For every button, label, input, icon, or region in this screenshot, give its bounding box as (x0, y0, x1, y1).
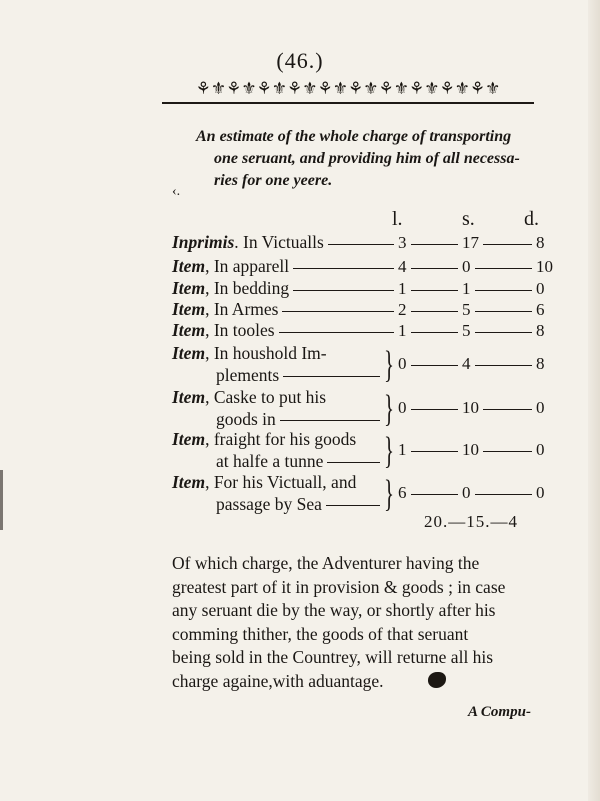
dash-leader (411, 451, 459, 452)
commentary-paragraph (172, 552, 552, 693)
title-line-3: ries for one yeere. (214, 172, 333, 189)
amount-pence: 8 (536, 321, 545, 340)
dash-leader (475, 494, 533, 495)
row-label-sep: . (234, 232, 239, 252)
row-label-continuation: at halfe a tunne (216, 451, 324, 471)
total-sum: 20.—15.—4 (424, 512, 518, 531)
column-header-shillings: s. (462, 208, 475, 230)
dash-leader (483, 244, 532, 245)
dash-leader (411, 268, 459, 269)
paragraph-line: charge againe,with aduantage. (172, 670, 384, 691)
dash-leader (279, 332, 394, 333)
amount-shillings: 0 (462, 257, 471, 276)
row-label-sep: , (205, 320, 210, 340)
row-label-text: In Victualls (238, 232, 324, 252)
paragraph-line: being sold in the Countrey, will returne all his (172, 647, 494, 667)
paragraph-line: greatest part of it in provision & goods ; in case (172, 576, 506, 597)
stray-mark: ‹. (172, 184, 181, 199)
row-label-prefix: Item (172, 472, 206, 492)
row-label-text: For his Victuall, and (209, 472, 357, 492)
row-label-sep: , (205, 278, 210, 298)
estimate-row (172, 429, 356, 450)
dash-leader (283, 376, 380, 377)
page-number: (46.) (276, 48, 324, 73)
row-label-sep: , (205, 472, 210, 492)
dash-leader (475, 332, 533, 333)
row-label-sep: , (205, 429, 210, 449)
dash-leader (411, 290, 459, 291)
amount-shillings: 4 (462, 354, 471, 373)
amount-pounds: 0 (398, 398, 407, 417)
amount-shillings: 0 (462, 483, 471, 502)
dash-leader (475, 365, 533, 366)
amount-shillings: 10 (462, 398, 479, 417)
amount-pounds: 1 (398, 440, 407, 459)
row-label-prefix: Item (172, 256, 206, 276)
row-label-prefix: Item (172, 343, 206, 363)
brace-symbol: } (384, 430, 395, 472)
amount-pence: 0 (536, 398, 545, 417)
brace-symbol: } (384, 388, 395, 430)
amount-pounds: 1 (398, 279, 407, 298)
dash-leader (411, 311, 459, 312)
amount-pence: 0 (536, 440, 545, 459)
estimate-title (196, 126, 556, 192)
estimate-row (172, 387, 326, 408)
title-line-2: one seruant, and providing him of all necessa- (214, 150, 520, 167)
row-label-prefix: Item (172, 429, 206, 449)
estimate-row (172, 278, 289, 299)
row-label-text: fraight for his goods (209, 429, 357, 449)
dash-leader (475, 290, 533, 291)
row-label-text: Caske to put his (209, 387, 327, 407)
row-label-prefix: Item (172, 387, 206, 407)
estimate-row (172, 472, 356, 493)
estimate-row (172, 256, 289, 277)
amount-pence: 8 (536, 233, 545, 252)
brace-symbol: } (384, 473, 395, 515)
paragraph-line: Of which charge, the Adventurer having the (172, 553, 480, 573)
amount-pounds: 4 (398, 257, 407, 276)
dash-leader (411, 244, 459, 245)
ornament-band: ⚘⚜⚘⚜⚘⚜⚘⚜⚘⚜⚘⚜⚘⚜⚘⚜⚘⚜⚘⚜ (195, 79, 501, 98)
row-label-continuation: plements (216, 365, 280, 385)
amount-pounds: 3 (398, 233, 407, 252)
dash-leader (280, 420, 380, 421)
paragraph-line: comming thither, the goods of that seruant (172, 623, 469, 644)
row-label-sep: , (205, 387, 210, 407)
page-edge-shadow (588, 0, 600, 801)
dash-leader (293, 290, 394, 291)
catchword: A Compu- (468, 704, 531, 720)
estimate-row (172, 320, 275, 341)
row-label-continuation: passage by Sea (216, 494, 322, 514)
amount-shillings: 5 (462, 321, 471, 340)
dash-leader (483, 409, 532, 410)
row-label-sep: , (205, 256, 210, 276)
estimate-row (172, 343, 327, 364)
amount-pounds: 0 (398, 354, 407, 373)
dash-leader (475, 311, 533, 312)
row-label-text: In apparell (209, 256, 290, 276)
row-label-sep: , (205, 343, 210, 363)
amount-pence: 8 (536, 354, 545, 373)
estimate-row (172, 232, 324, 253)
dash-leader (411, 332, 459, 333)
amount-shillings: 17 (462, 233, 479, 252)
row-label-text: In Armes (209, 299, 279, 319)
estimate-row (172, 299, 278, 320)
row-label-sep: , (205, 299, 210, 319)
dash-leader (411, 409, 459, 410)
row-label-continuation: goods in (216, 409, 276, 429)
paragraph-line: any seruant die by the way, or shortly after his (172, 600, 496, 620)
amount-pence: 0 (536, 483, 545, 502)
amount-shillings: 5 (462, 300, 471, 319)
dash-leader (326, 505, 380, 506)
dash-leader (293, 268, 394, 269)
column-header-pounds: l. (392, 208, 403, 230)
row-label-text: In bedding (209, 278, 290, 298)
row-label-prefix: Inprimis (172, 232, 235, 252)
dash-leader (475, 268, 533, 269)
amount-pence: 10 (536, 257, 553, 276)
brace-symbol: } (384, 344, 395, 386)
dash-leader (483, 451, 532, 452)
column-header-pence: d. (524, 208, 539, 230)
row-label-prefix: Item (172, 299, 206, 319)
row-label-text: In tooles (209, 320, 275, 340)
amount-pence: 0 (536, 279, 545, 298)
amount-shillings: 10 (462, 440, 479, 459)
dash-leader (282, 311, 394, 312)
dash-leader (328, 244, 394, 245)
dash-leader (411, 494, 459, 495)
dash-leader (411, 365, 459, 366)
amount-shillings: 1 (462, 279, 471, 298)
amount-pounds: 2 (398, 300, 407, 319)
row-label-prefix: Item (172, 278, 206, 298)
ornament-rule (162, 102, 534, 104)
amount-pence: 6 (536, 300, 545, 319)
row-label-prefix: Item (172, 320, 206, 340)
title-line-1: An estimate of the whole charge of transporting (196, 128, 512, 145)
dash-leader (327, 462, 380, 463)
row-label-text: In houshold Im- (209, 343, 327, 363)
amount-pounds: 6 (398, 483, 407, 502)
page-edge-mark (0, 470, 3, 530)
amount-pounds: 1 (398, 321, 407, 340)
